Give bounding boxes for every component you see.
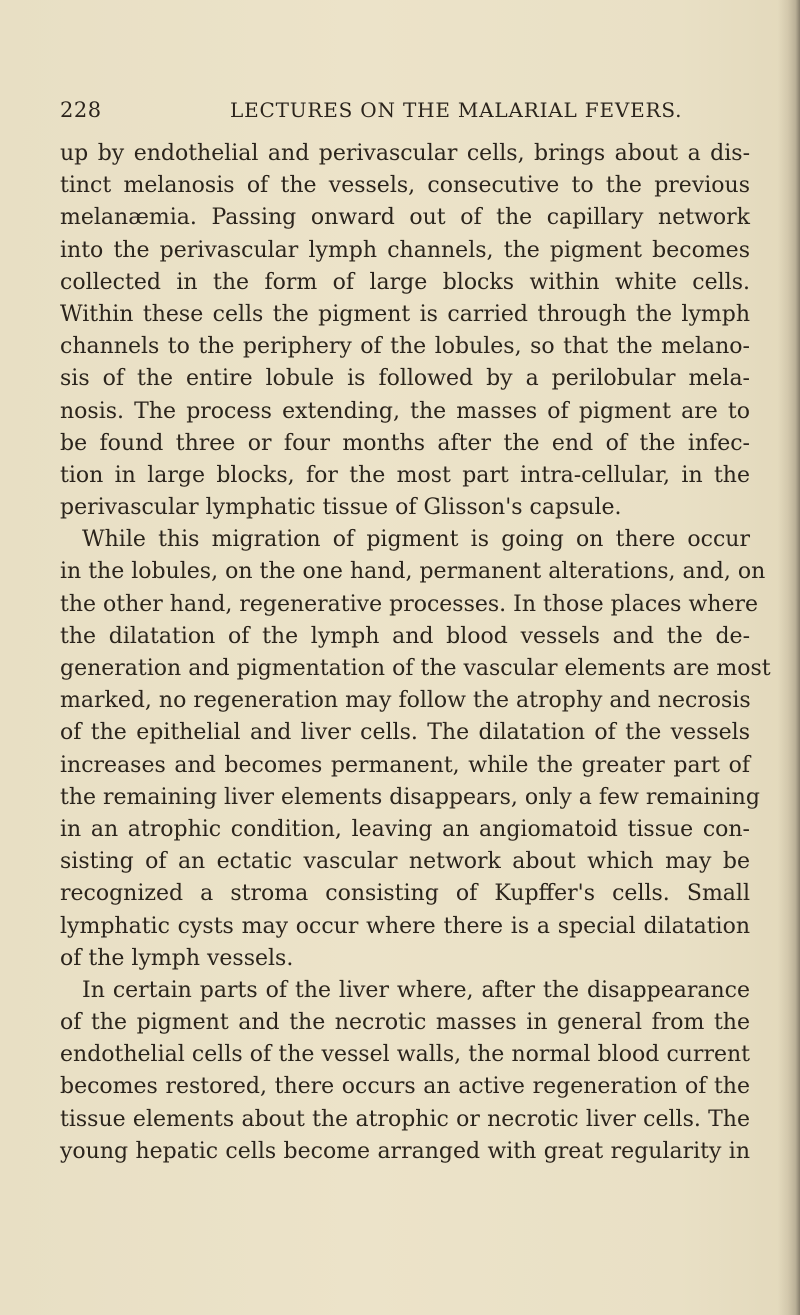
text-line: in an atrophic condition, leaving an angiomatoid tissue con- <box>60 816 750 842</box>
text-line: endothelial cells of the vessel walls, the normal blood current <box>60 1042 750 1068</box>
page-header <box>60 98 710 130</box>
text-line: channels to the periphery of the lobules, so that the melano- <box>60 334 750 360</box>
text-line: into the perivascular lymph channels, the pigment becomes <box>60 237 750 263</box>
text-line: While this migration of pigment is going on there occur <box>82 527 750 553</box>
text-line: the other hand, regenerative processes. In those places where <box>60 591 758 617</box>
text-line: melanæmia. Passing onward out of the capillary network <box>60 205 750 231</box>
text-line: in the lobules, on the one hand, permanent alterations, and, on <box>60 559 766 585</box>
text-line: be found three or four months after the end of the infec- <box>60 430 750 456</box>
text-line: the remaining liver elements disappears, only a few remaining <box>60 784 760 810</box>
page-number: 228 <box>60 98 102 122</box>
running-title: LECTURES ON THE MALARIAL FEVERS. <box>230 98 683 122</box>
text-line: nosis. The process extending, the masses of pigment are to <box>60 398 750 424</box>
text-line: generation and pigmentation of the vascular elements are most <box>60 656 771 681</box>
text-line: of the lymph vessels. <box>60 945 294 971</box>
text-line: collected in the form of large blocks within white cells. <box>60 269 750 295</box>
text-line: marked, no regeneration may follow the atrophy and necrosis <box>60 688 751 714</box>
text-line: tissue elements about the atrophic or necrotic liver cells. The <box>60 1106 750 1132</box>
text-line: becomes restored, there occurs an active regeneration of the <box>60 1074 750 1100</box>
text-line: recognized a stroma consisting of Kupffer's cells. Small <box>60 881 750 907</box>
page-spine-shadow <box>778 0 800 1315</box>
text-line: of the pigment and the necrotic masses in general from the <box>60 1010 750 1036</box>
text-line: increases and becomes permanent, while the greater part of <box>60 752 750 778</box>
text-line: young hepatic cells become arranged with great regularity in <box>60 1138 750 1164</box>
text-line: sisting of an ectatic vascular network about which may be <box>60 849 750 875</box>
text-line: tion in large blocks, for the most part intra-cellular, in the <box>60 462 750 488</box>
text-line: perivascular lymphatic tissue of Glisson's capsule. <box>60 495 622 521</box>
text-line: sis of the entire lobule is followed by a perilobular mela- <box>60 366 750 392</box>
text-line: Within these cells the pigment is carried through the lymph <box>60 301 750 327</box>
text-line: up by endothelial and perivascular cells, brings about a dis- <box>60 141 750 166</box>
text-line: In certain parts of the liver where, after the disappearance <box>82 977 750 1003</box>
body-text <box>60 138 771 1168</box>
text-line: lymphatic cysts may occur where there is a special dilatation <box>60 913 750 939</box>
text-line: of the epithelial and liver cells. The dilatation of the vessels <box>60 720 750 746</box>
text-line: the dilatation of the lymph and blood vessels and the de- <box>60 623 750 649</box>
text-line: tinct melanosis of the vessels, consecutive to the previous <box>60 173 750 199</box>
